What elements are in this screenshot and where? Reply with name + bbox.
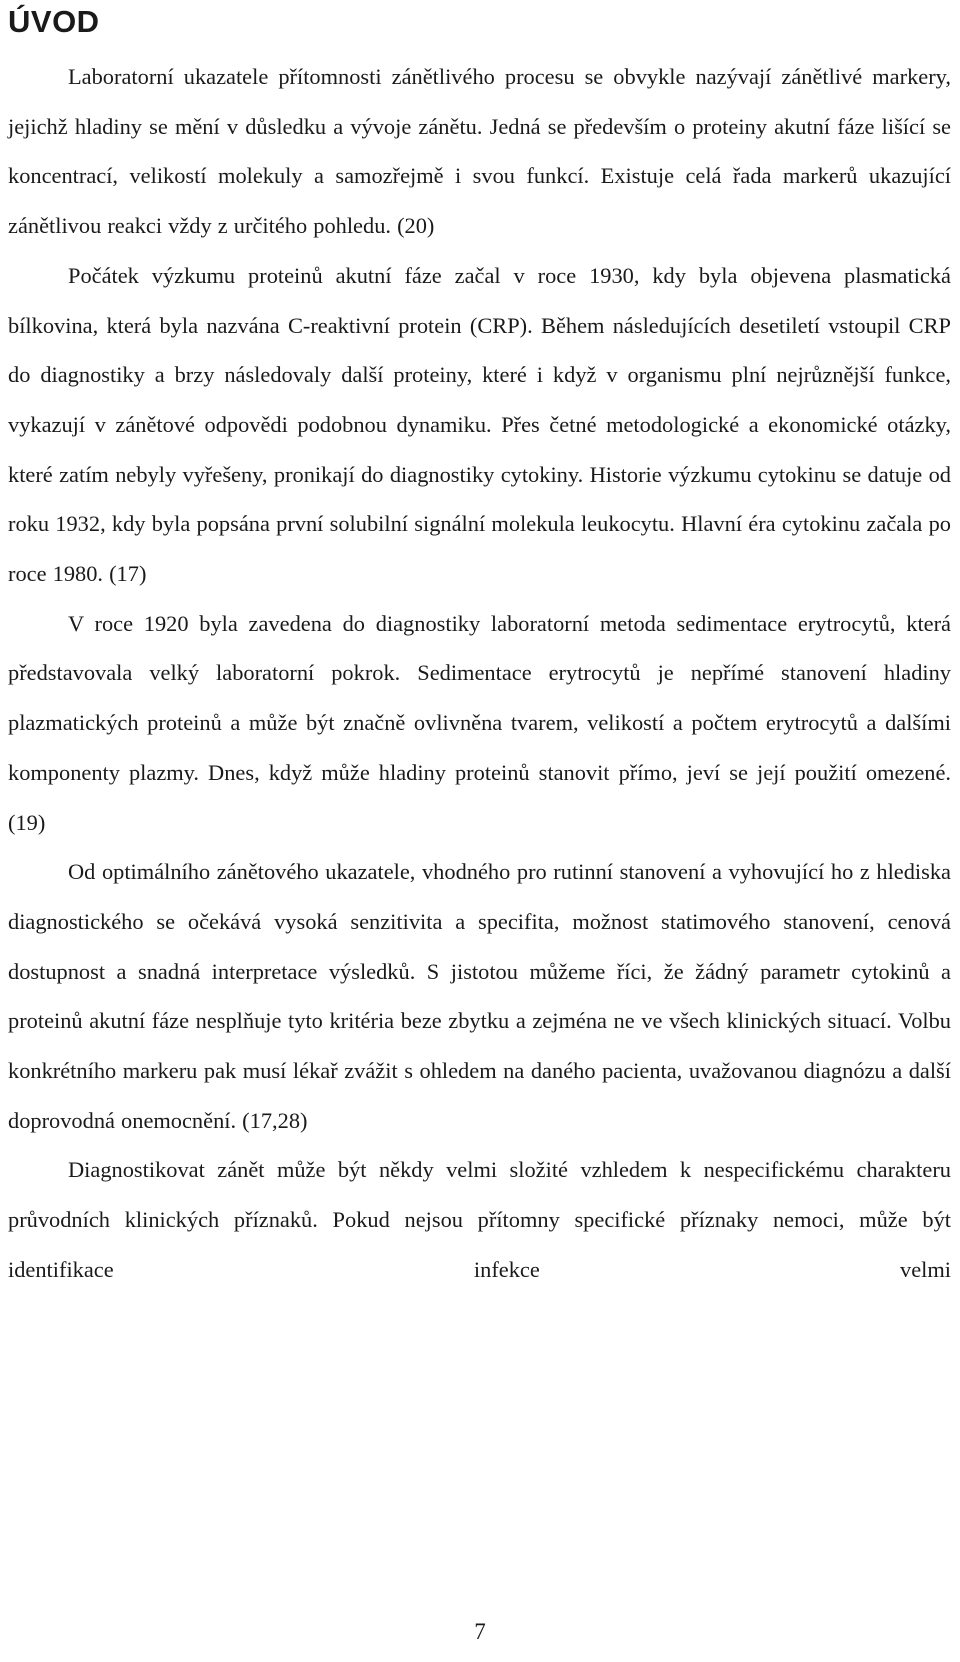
paragraph-history: Počátek výzkumu proteinů akutní fáze začal v roce 1930, kdy byla objevena plasmatická bílkovina, která byla nazvána C-reaktivní protein (CRP). Během následujících desetiletí vstoupil CRP do diagnostiky a brzy následovaly další proteiny, které i když v organismu plní nejrůznější funkce, vykazují v zánětové odpovědi podobnou dynamiku. Přes četné metodologické a ekonomické otázky, které zatím nebyly vyřešeny, pronikají do diagnostiky cytokiny. Historie výzkumu cytokinu se datuje od roku 1932, kdy byla popsána první solubilní signální molekula leukocytu. Hlavní éra cytokinu začala po roce 1980. (17) — [8, 262, 951, 587]
page-heading: ÚVOD — [8, 4, 100, 39]
page-number: 7 — [474, 1619, 486, 1644]
paragraph-sedimentation: V roce 1920 byla zavedena do diagnostiky laboratorní metoda sedimentace erytrocytů, která představovala velký laboratorní pokrok. Sedimentace erytrocytů je nepřímé stanovení hladiny plazmatických proteinů a může být značně ovlivněna tvarem, velikostí a počtem erytrocytů a dalšími komponenty plazmy. Dnes, když může hladiny proteinů stanovit přímo, jeví se její použití omezené. (19) — [8, 610, 951, 835]
body-text — [8, 52, 951, 1295]
paragraph-optimal-marker: Od optimálního zánětového ukazatele, vhodného pro rutinní stanovení a vyhovující ho z hlediska diagnostického se očekává vysoká senzitivita a specifita, možnost statimového stanovení, cenová dostupnost a snadná interpretace výsledků. S jistotou můžeme říci, že žádný parametr cytokinů a proteinů akutní fáze nesplňuje tyto kritéria beze zbytku a zejména ne ve všech klinických situací. Volbu konkrétního markeru pak musí lékař zvážit s ohledem na daného pacienta, uvažovanou diagnózu a další doprovodná onemocnění. (17,28) — [8, 859, 951, 1133]
paragraph-diagnosis: Diagnostikovat zánět může být někdy velmi složité vzhledem k nespecifickému charakteru průvodních klinických příznaků. Pokud nejsou přítomny specifické příznaky nemoci, může být identifikace infekce velmi — [8, 1157, 951, 1282]
paragraph-intro: Laboratorní ukazatele přítomnosti zánětlivého procesu se obvykle nazývají zánětlivé markery, jejichž hladiny se mění v důsledku a vývoje zánětu. Jedná se především o proteiny akutní fáze lišící se koncentrací, velikostí molekuly a samozřejmě i svou funkcí. Existuje celá řada markerů ukazující zánětlivou reakci vždy z určitého pohledu. (20) — [8, 64, 951, 239]
